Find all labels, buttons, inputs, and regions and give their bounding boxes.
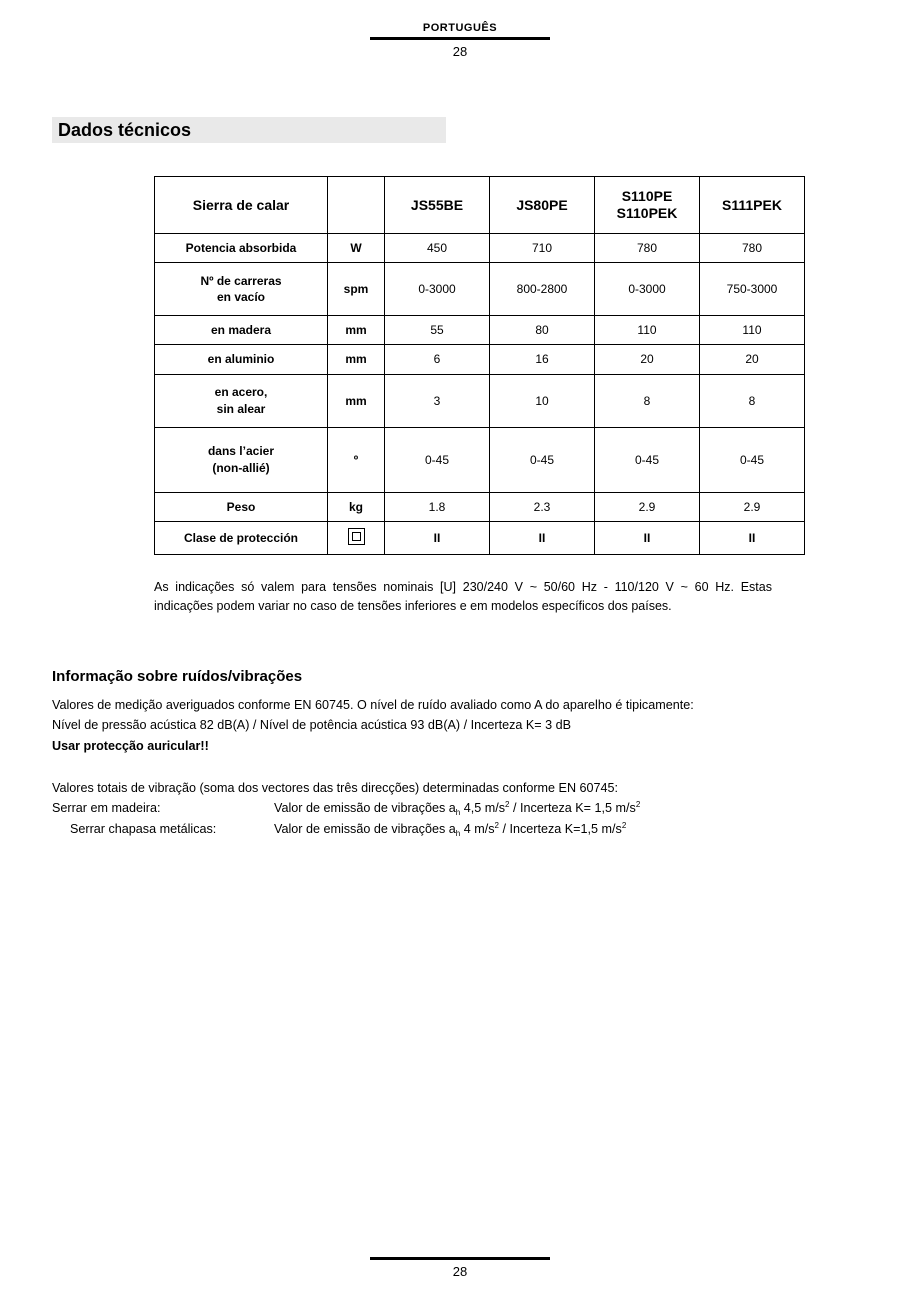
table-row — [155, 316, 805, 345]
row-unit-steel: mm — [328, 374, 385, 427]
row-unit-weight: kg — [328, 492, 385, 521]
row-label-power-input: Potencia absorbida — [155, 234, 328, 263]
row-value: 8 — [595, 374, 700, 427]
column-header-model-2: JS80PE — [490, 177, 595, 234]
row-label-protection-class: Clase de protección — [155, 521, 328, 554]
vibration-row-value — [274, 819, 626, 839]
vibration-emission-value: 4 m/s — [463, 821, 495, 836]
noise-line-1: Valores de medição averiguados conforme EN 60745. O nível de ruído avaliado como A do aparelho é tipicamente: — [52, 698, 694, 712]
row-value: 2.9 — [595, 492, 700, 521]
vibration-uncertainty: / Incerteza K=1,5 m/s — [502, 821, 622, 836]
noise-line-2: Nível de pressão acústica 82 dB(A) / Nível de potência acústica 93 dB(A) / Incerteza K= 3 dB — [52, 718, 572, 733]
row-value: 2.3 — [490, 492, 595, 521]
page-footer — [0, 1257, 920, 1279]
row-label-line2: (non-allié) — [212, 460, 270, 475]
vibration-intro: Valores totais de vibração (soma dos vectores das três direcções) determinadas conforme EN 60745: — [52, 781, 619, 795]
table-row — [155, 427, 805, 492]
row-value: 0-3000 — [595, 263, 700, 316]
row-value: 780 — [700, 234, 805, 263]
header-language-title: PORTUGUÊS — [422, 22, 498, 34]
vibration-sup: 2 — [494, 820, 499, 830]
vibration-sup-2: 2 — [635, 800, 641, 810]
vibration-emission-value: 4,5 m/s — [463, 801, 506, 816]
row-label-wood: en madera — [155, 316, 328, 345]
row-value: 710 — [490, 234, 595, 263]
row-value: II — [595, 521, 700, 554]
vibration-sub: h — [455, 828, 461, 838]
row-label-line1: en acero, — [214, 385, 268, 400]
row-label-line2: sin alear — [216, 401, 266, 416]
hearing-protection-warning: Usar protecção auricular!! — [52, 738, 209, 753]
row-value: 1.8 — [385, 492, 490, 521]
vibration-row-wood — [52, 798, 792, 818]
row-value: 450 — [385, 234, 490, 263]
table-header — [155, 177, 805, 234]
row-value: 80 — [490, 316, 595, 345]
vibration-sub: h — [455, 808, 461, 818]
row-value: 6 — [385, 345, 490, 374]
row-unit-power-input: W — [328, 234, 385, 263]
row-value: II — [490, 521, 595, 554]
column-header-model-3 — [595, 177, 700, 234]
technical-data-table — [154, 176, 805, 555]
column-header-model-1: JS55BE — [385, 177, 490, 234]
row-value: 110 — [595, 316, 700, 345]
table-row — [155, 492, 805, 521]
row-label-line1: dans l’acier — [207, 444, 275, 459]
vibration-text-pre: Valor de emissão de vibrações a — [274, 801, 456, 816]
row-value: 16 — [490, 345, 595, 374]
row-value: 780 — [595, 234, 700, 263]
row-value: II — [700, 521, 805, 554]
row-value: 0-3000 — [385, 263, 490, 316]
column-header-model-4: S111PEK — [700, 177, 805, 234]
row-value: 8 — [700, 374, 805, 427]
row-unit-aluminium: mm — [328, 345, 385, 374]
row-value: 2.9 — [700, 492, 805, 521]
row-label-weight: Peso — [155, 492, 328, 521]
row-value: 0-45 — [700, 427, 805, 492]
table-row — [155, 263, 805, 316]
footer-divider — [370, 1257, 550, 1260]
row-label-aluminium: en aluminio — [155, 345, 328, 374]
table-row — [155, 234, 805, 263]
header-divider — [370, 37, 550, 40]
vibration-uncertainty: / Incerteza K= 1,5 m/s — [512, 801, 636, 816]
vibration-row-value — [274, 798, 640, 818]
table-header-row — [155, 177, 805, 234]
row-value: 800-2800 — [490, 263, 595, 316]
page-header — [0, 22, 920, 59]
protection-class-icon — [348, 528, 365, 545]
vibration-text-pre: Valor de emissão de vibrações a — [274, 821, 456, 836]
vibration-row-label: Serrar chapasa metálicas: — [70, 821, 217, 836]
vibration-information — [52, 778, 792, 839]
row-value: 55 — [385, 316, 490, 345]
row-value: 3 — [385, 374, 490, 427]
row-value: 110 — [700, 316, 805, 345]
column-header-unit — [328, 177, 385, 234]
row-value: 0-45 — [595, 427, 700, 492]
vibration-sup: 2 — [505, 800, 510, 810]
table-body — [155, 234, 805, 555]
row-unit-protection-class — [328, 521, 385, 554]
vibration-row-metal — [52, 819, 792, 839]
row-unit-bevel-angle: º — [328, 427, 385, 492]
row-value: 20 — [595, 345, 700, 374]
technical-data-table-wrapper — [154, 176, 782, 555]
table-row — [155, 345, 805, 374]
voltage-note: As indicações só valem para tensões nominais [U] 230/240 V ~ 50/60 Hz - 110/120 V ~ 60 Hz. Estas indicações podem variar no caso de tensões inferiores e em modelos específicos dos países. — [154, 580, 772, 614]
row-label-bevel-angle — [155, 427, 328, 492]
row-value: 0-45 — [385, 427, 490, 492]
header-page-number: 28 — [452, 44, 468, 59]
vibration-sup-2: 2 — [621, 820, 627, 830]
row-label-line1: Nº de carreras — [200, 274, 282, 288]
page-title: Dados técnicos — [58, 120, 192, 140]
table-row — [155, 521, 805, 554]
column-header-model-3-line2: S110PEK — [616, 205, 678, 221]
table-row — [155, 374, 805, 427]
row-unit-wood: mm — [328, 316, 385, 345]
row-value: II — [385, 521, 490, 554]
footer-page-number: 28 — [452, 1264, 468, 1279]
row-value: 10 — [490, 374, 595, 427]
row-unit-strokes: spm — [328, 263, 385, 316]
row-value: 0-45 — [490, 427, 595, 492]
column-header-model-3-line1: S110PE — [621, 187, 673, 204]
column-header-product: Sierra de calar — [155, 177, 328, 234]
noise-information — [52, 695, 782, 756]
noise-vibration-heading: Informação sobre ruídos/vibrações — [52, 668, 303, 685]
row-label-steel — [155, 374, 328, 427]
row-label-line2: en vacío — [216, 290, 266, 305]
row-value: 20 — [700, 345, 805, 374]
row-label-strokes — [155, 263, 328, 316]
vibration-row-label: Serrar em madeira: — [52, 801, 161, 816]
row-value: 750-3000 — [700, 263, 805, 316]
